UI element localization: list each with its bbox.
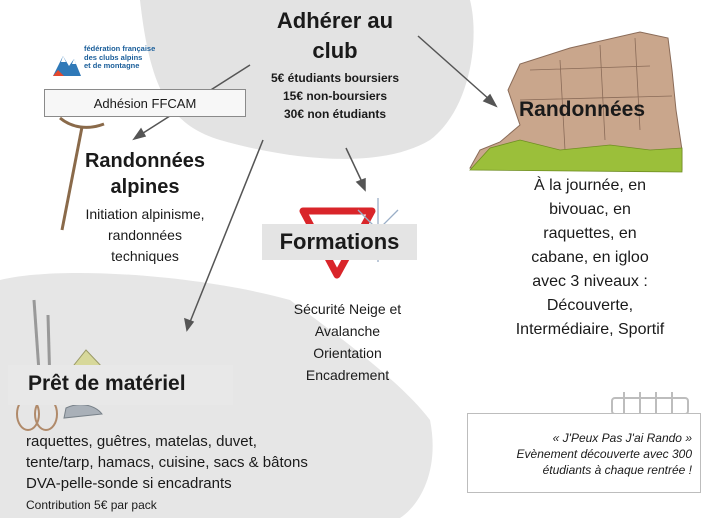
randonnees-title: Randonnées — [518, 98, 646, 121]
formations-line: Avalanche — [314, 323, 381, 339]
randonnees-line: raquettes, en — [543, 225, 637, 242]
adhesion-ffcam-label: Adhésion FFCAM — [93, 95, 197, 111]
pret-line: raquettes, guêtres, matelas, duvet, — [26, 433, 257, 450]
ra-title-line2: alpines — [110, 176, 180, 198]
event-line: Evènement découverte avec 300 — [516, 447, 692, 461]
adherer-prices — [245, 69, 425, 123]
event-line: étudiants à chaque rentrée ! — [542, 463, 692, 477]
event-title: « J'Peux Pas J'ai Rando » — [552, 431, 692, 445]
ffcam-logo — [52, 44, 178, 82]
formations-title: Formations — [279, 229, 400, 254]
ra-desc-line2: randonnées — [108, 227, 182, 243]
price-non-boursiers: 15€ non-boursiers — [282, 89, 388, 103]
logo-line2: des clubs alpins — [84, 52, 143, 62]
calendar-rings-icon — [612, 392, 688, 414]
event-text — [470, 430, 692, 478]
randonnees-line: Intermédiaire, Sportif — [515, 321, 665, 338]
formations-line: Sécurité Neige et — [293, 301, 402, 317]
pret-title: Prêt de matériel — [28, 372, 186, 395]
logo-line3: et de montagne — [84, 61, 140, 70]
randonnees-line: avec 3 niveaux : — [532, 273, 648, 290]
adherer-title-line2: club — [312, 38, 358, 63]
adherer-title — [255, 6, 415, 66]
randonnees-line: À la journée, en — [533, 177, 647, 194]
pret-list — [26, 431, 386, 494]
randonnees-alpines-desc — [60, 204, 230, 267]
randonnees-alpines-title — [60, 148, 230, 200]
adhesion-ffcam-box — [44, 89, 246, 117]
adherer-title-line1: Adhérer au — [276, 8, 394, 33]
pret-contribution: Contribution 5€ par pack — [26, 498, 157, 512]
formations-desc — [270, 298, 425, 386]
pret-line: tente/tarp, hamacs, cuisine, sacs & bâtons — [26, 454, 308, 471]
ra-desc-line3: techniques — [111, 248, 179, 264]
ra-desc-line1: Initiation alpinisme, — [85, 206, 205, 222]
formations-line: Orientation — [313, 345, 382, 361]
randonnees-line: bivouac, en — [549, 201, 631, 218]
price-boursiers: 5€ étudiants boursiers — [270, 71, 400, 85]
mountain-icon — [52, 44, 82, 78]
formations-line: Encadrement — [305, 367, 390, 383]
randonnees-line: Découverte, — [546, 297, 634, 314]
price-non-etudiants: 30€ non étudiants — [283, 107, 387, 121]
logo-text — [84, 45, 155, 71]
randonnees-desc — [490, 174, 690, 342]
logo-line1: fédération française — [84, 44, 156, 53]
pret-line: DVA-pelle-sonde si encadrants — [26, 475, 232, 492]
randonnees-line: cabane, en igloo — [531, 249, 649, 266]
ra-title-line1: Randonnées — [84, 150, 206, 172]
